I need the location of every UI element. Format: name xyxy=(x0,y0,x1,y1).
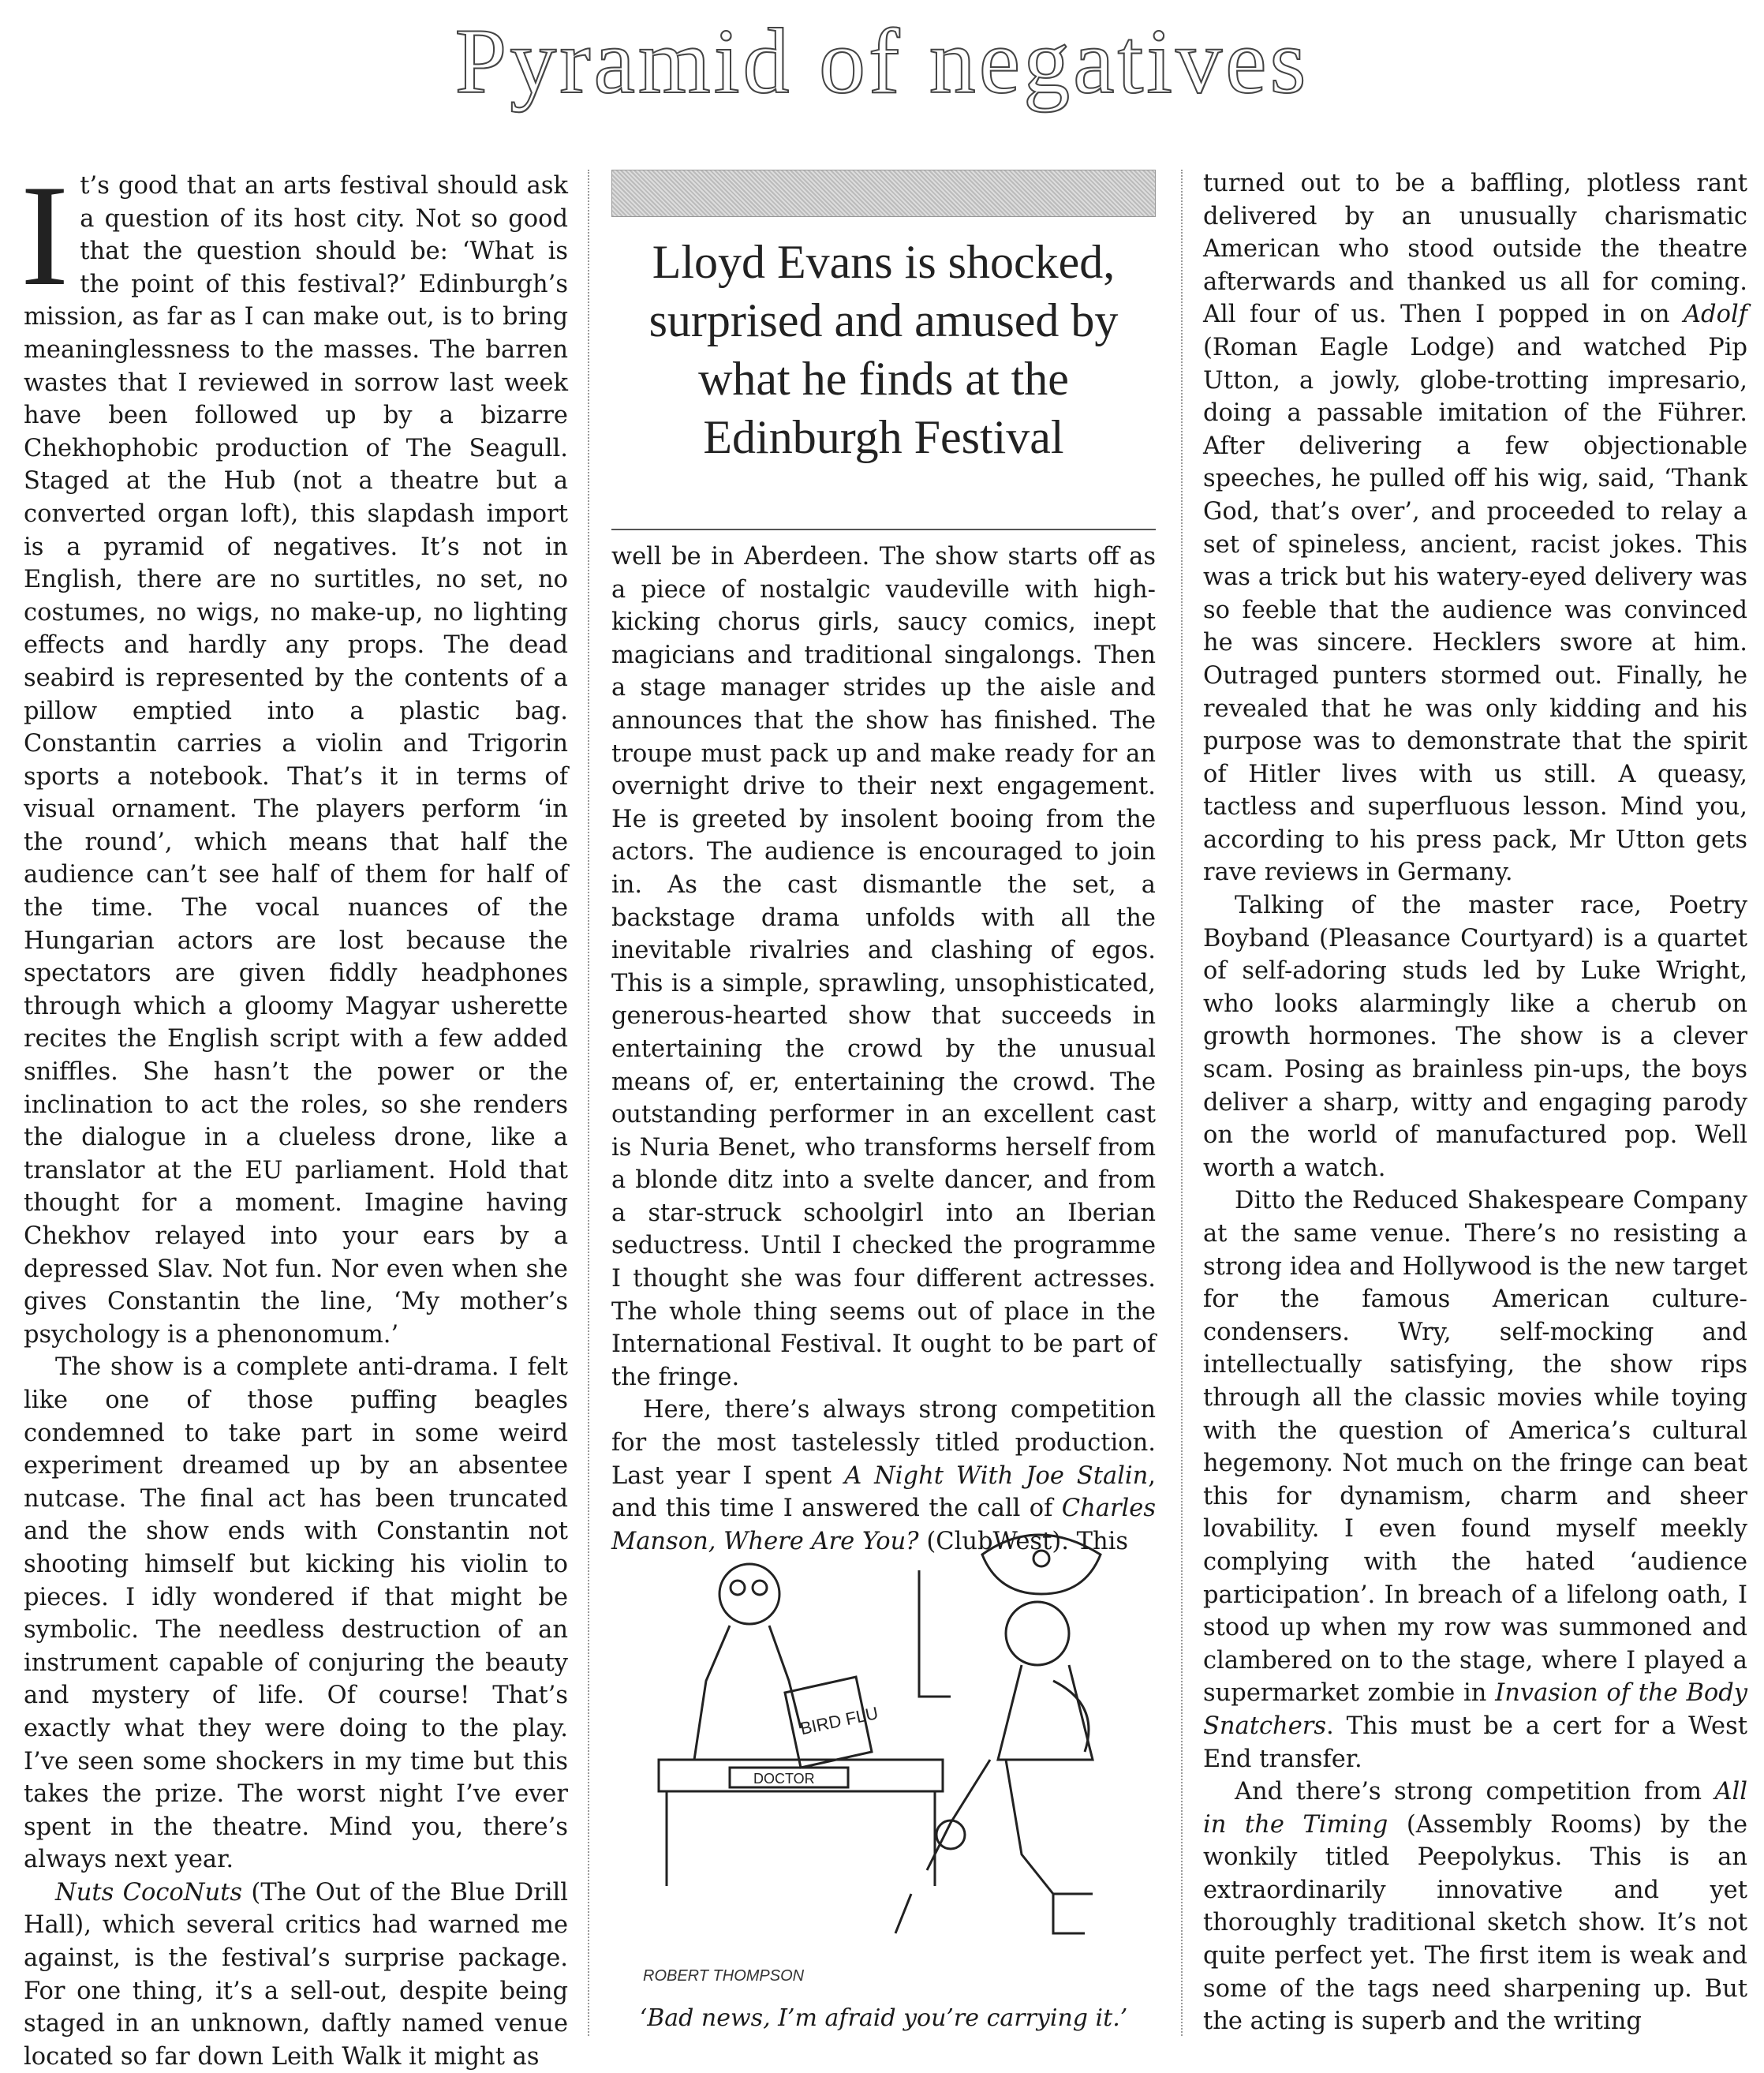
article-column-1 xyxy=(21,155,568,2071)
peg-leg xyxy=(927,1760,990,1870)
paragraph-text: (The Out of the Blue Drill Hall), which several critics had warned me against, is the festival’s surprise package. For one thing, it’s a sell-out, despite being staged in an unknown, daftly named venue located so far down Leith Walk it might as xyxy=(24,1878,568,2071)
paragraph-text: (ClubWest). This xyxy=(918,1527,1129,1555)
paragraph-text: And there’s strong competition from xyxy=(1235,1778,1715,1806)
paragraph-text: , and this time I answered the call of xyxy=(611,1461,1156,1523)
paragraph-text: . This must be a cert for a West End transfer. xyxy=(1203,1712,1747,1773)
sign-text: BIRD FLU xyxy=(798,1702,880,1739)
pirate-hat xyxy=(982,1535,1101,1594)
paragraph-text: Ditto the Reduced Shakespeare Company at the same venue. There’s no resisting a strong idea and Hollywood is the new target for the famous American culture-condensers. Wry, self-mocking and intellectually satisfying, the show rips through all the classic movies while toying with the question of America’s cultural hegemony. Not much on the fringe can beat this for dynamism, charm and sheer lovability. I even found myself meekly complying with the hated ‘audience participation’. In breach of a lifelong oath, I stood up when my row was summoned and clambered on to the stage, where I played a supermarket zombie in xyxy=(1203,1187,1747,1708)
parrot xyxy=(1053,1681,1089,1752)
paragraph xyxy=(24,1877,568,2073)
paragraph xyxy=(1203,167,1747,889)
show-title: Invasion of the Body Snatchers xyxy=(1203,1679,1747,1740)
cartoon-drawing xyxy=(611,1523,1156,2004)
paragraph: The show is a complete anti-drama. I felt like one of those puffing beagles condemned to take part in some weird experiment dreamed up by an absentee nutcase. The final act has been truncated and the show ends with Constantin not shooting himself but kicking his violin to pieces. I idly wondered if that might be symbolic. The needless destruction of an instrument capable of conjuring the beauty and mystery of life. Of course! That’s exactly what they were doing to the play. I’ve seen some shockers in my time but this takes the prize. The worst night I’ve ever spent in the theatre. Mind you, there’s always next year. xyxy=(24,1353,568,1874)
paragraph xyxy=(1203,1776,1747,2038)
cartoonist-signature: ROBERT THOMPSON xyxy=(643,1967,805,1985)
cartoon-caption: ‘Bad news, I’m afraid you’re carrying it.’ xyxy=(639,2004,1128,2032)
paragraph: Talking of the master race, Poetry Boyband (Pleasance Courtyard) is a quartet of self-adoring studs led by Luke Wright, who looks alarmingly like a cherub on growth hormones. The show is a clever scam. Posing as brainless pin-ups, the boys deliver a sharp, witty and engaging parody on the world of manufactured pop. Well worth a watch. xyxy=(1203,892,1747,1182)
column-body xyxy=(611,541,1156,1558)
paragraph-text: (Roman Eagle Lodge) and watched Pip Utton, a jowly, globe-trotting impresario, doing a passable imitation of the Führer. After delivering a few objectionable speeches, he pulled off his wig, said, ‘Thank God, that’s over’, and proceeded to relay a set of spineless, ancient, racist jokes. This was a trick but his watery-eyed delivery was so feeble that the audience was convinced he was sincere. Hecklers swore at him. Outraged punters stormed out. Finally, he revealed that he was only kidding and his purpose was to demonstrate that the spirit of Hitler lives with us still. A queasy, tactless and superfluous lesson. Mind you, according to his press pack, Mr Utton gets rave reviews in Germany. xyxy=(1203,333,1747,887)
paragraph-text: t’s good that an arts festival should ask a question of its host city. Not so good that the question should be: ‘What is the point of this festival?’ Edinburgh’s mission, as far as I can make out, is to bring meaninglessness to the masses. The barren wastes that I reviewed in sorrow last week have been followed up by a bizarre Chekhophobic production of The Seagull. Staged at the Hub (not a theatre but a converted organ loft), this slapdash import is a pyramid of negatives. It’s not in English, there are no surtitles, no set, no costumes, no wigs, no make-up, no lighting effects and hardly any props. The dead seabird is represented by the contents of a pillow emptied into a plastic bag. Constantin carries a violin and Trigorin sports a notebook. That’s it in terms of visual ornament. The players perform ‘in the round’, which means that half the audience can’t see half of them for half of the time. The vocal nuances of the Hungarian actors are lost because the spectators are given fiddly headphones through which a gloomy Magyar usherette recites the English script with a few added sniffles. She hasn’t the power or the inclination to act the roles, so she renders the dialogue in a clueless drone, like a translator at the EU parliament. Hold that thought for a moment. Imagine having Chekhov relayed into your ears by a depressed Slav. Not fun. Nor even when she gives Constantin the line, ‘My mother’s psychology is a phenonomum.’ xyxy=(24,172,568,1349)
paragraph-text: turned out to be a baffling, plotless rant delivered by an unusually charismatic American who stood outside the theatre afterwards and thanked us all for coming. All four of us. Then I popped in on xyxy=(1203,170,1747,329)
article-column-3 xyxy=(1203,167,1747,2034)
show-title: A Night With Joe Stalin xyxy=(844,1461,1149,1490)
paragraph xyxy=(21,155,568,1351)
show-title: Adolf xyxy=(1684,301,1747,329)
show-title: Nuts CocoNuts xyxy=(55,1878,243,1906)
paragraph: well be in Aberdeen. The show starts off as a piece of nostalgic vaudeville with high-kicking chorus girls, saucy comics, inept magicians and traditional singalongs. Then a stage manager strides up the aisle and announces that the show has finished. The troupe must pack up and make ready for an overnight drive to their next engagement. He is greeted by insolent booing from the actors. The audience is encouraged to join in. As the cast dismantle the set, a backstage drama unfolds with all the inevitable rivalries and clashing of egos. This is a simple, sprawling, unsophisticated, generous-hearted show that succeeds in entertaining the crowd by the unusual means of, er, entertaining the crowd. The outstanding performer in an excellent cast is Nuria Benet, who transforms herself from a blonde ditz into a svelte dancer, and from a star-struck schoolgirl into an Iberian seductress. Until I checked the programme I thought she was four different actresses. The whole thing seems out of place in the International Festival. It ought to be part of the fringe. xyxy=(611,543,1156,1391)
cartoon xyxy=(611,1523,1156,2020)
column-divider xyxy=(1181,170,1183,2036)
show-title: All in the Timing xyxy=(1203,1778,1747,1839)
pirate-head xyxy=(1006,1602,1069,1665)
show-title: Charles Manson, Where Are You? xyxy=(611,1495,1156,1555)
paragraph-text: Here, there’s always strong competition for the most tastelessly titled production. Last year I spent xyxy=(611,1396,1156,1490)
column-divider xyxy=(588,170,589,2036)
paragraph xyxy=(1203,1184,1747,1776)
drop-cap: I xyxy=(21,155,69,316)
desk-plate-text: DOCTOR xyxy=(753,1771,815,1787)
paragraph-text: (Assembly Rooms) by the wonkily titled Peepolykus. This is an extraordinarily innovative and yet thoroughly traditional sketch show. It’s not quite perfect yet. The first item is weak and some of the tags need sharpening up. But the acting is superb and the writing xyxy=(1203,1810,1748,2036)
doctor-head xyxy=(719,1564,779,1624)
standfirst: Lloyd Evans is shocked, surprised and amused by what he finds at the Edinburgh Festival xyxy=(648,236,1119,463)
headline: Pyramid of negatives xyxy=(454,9,1310,113)
